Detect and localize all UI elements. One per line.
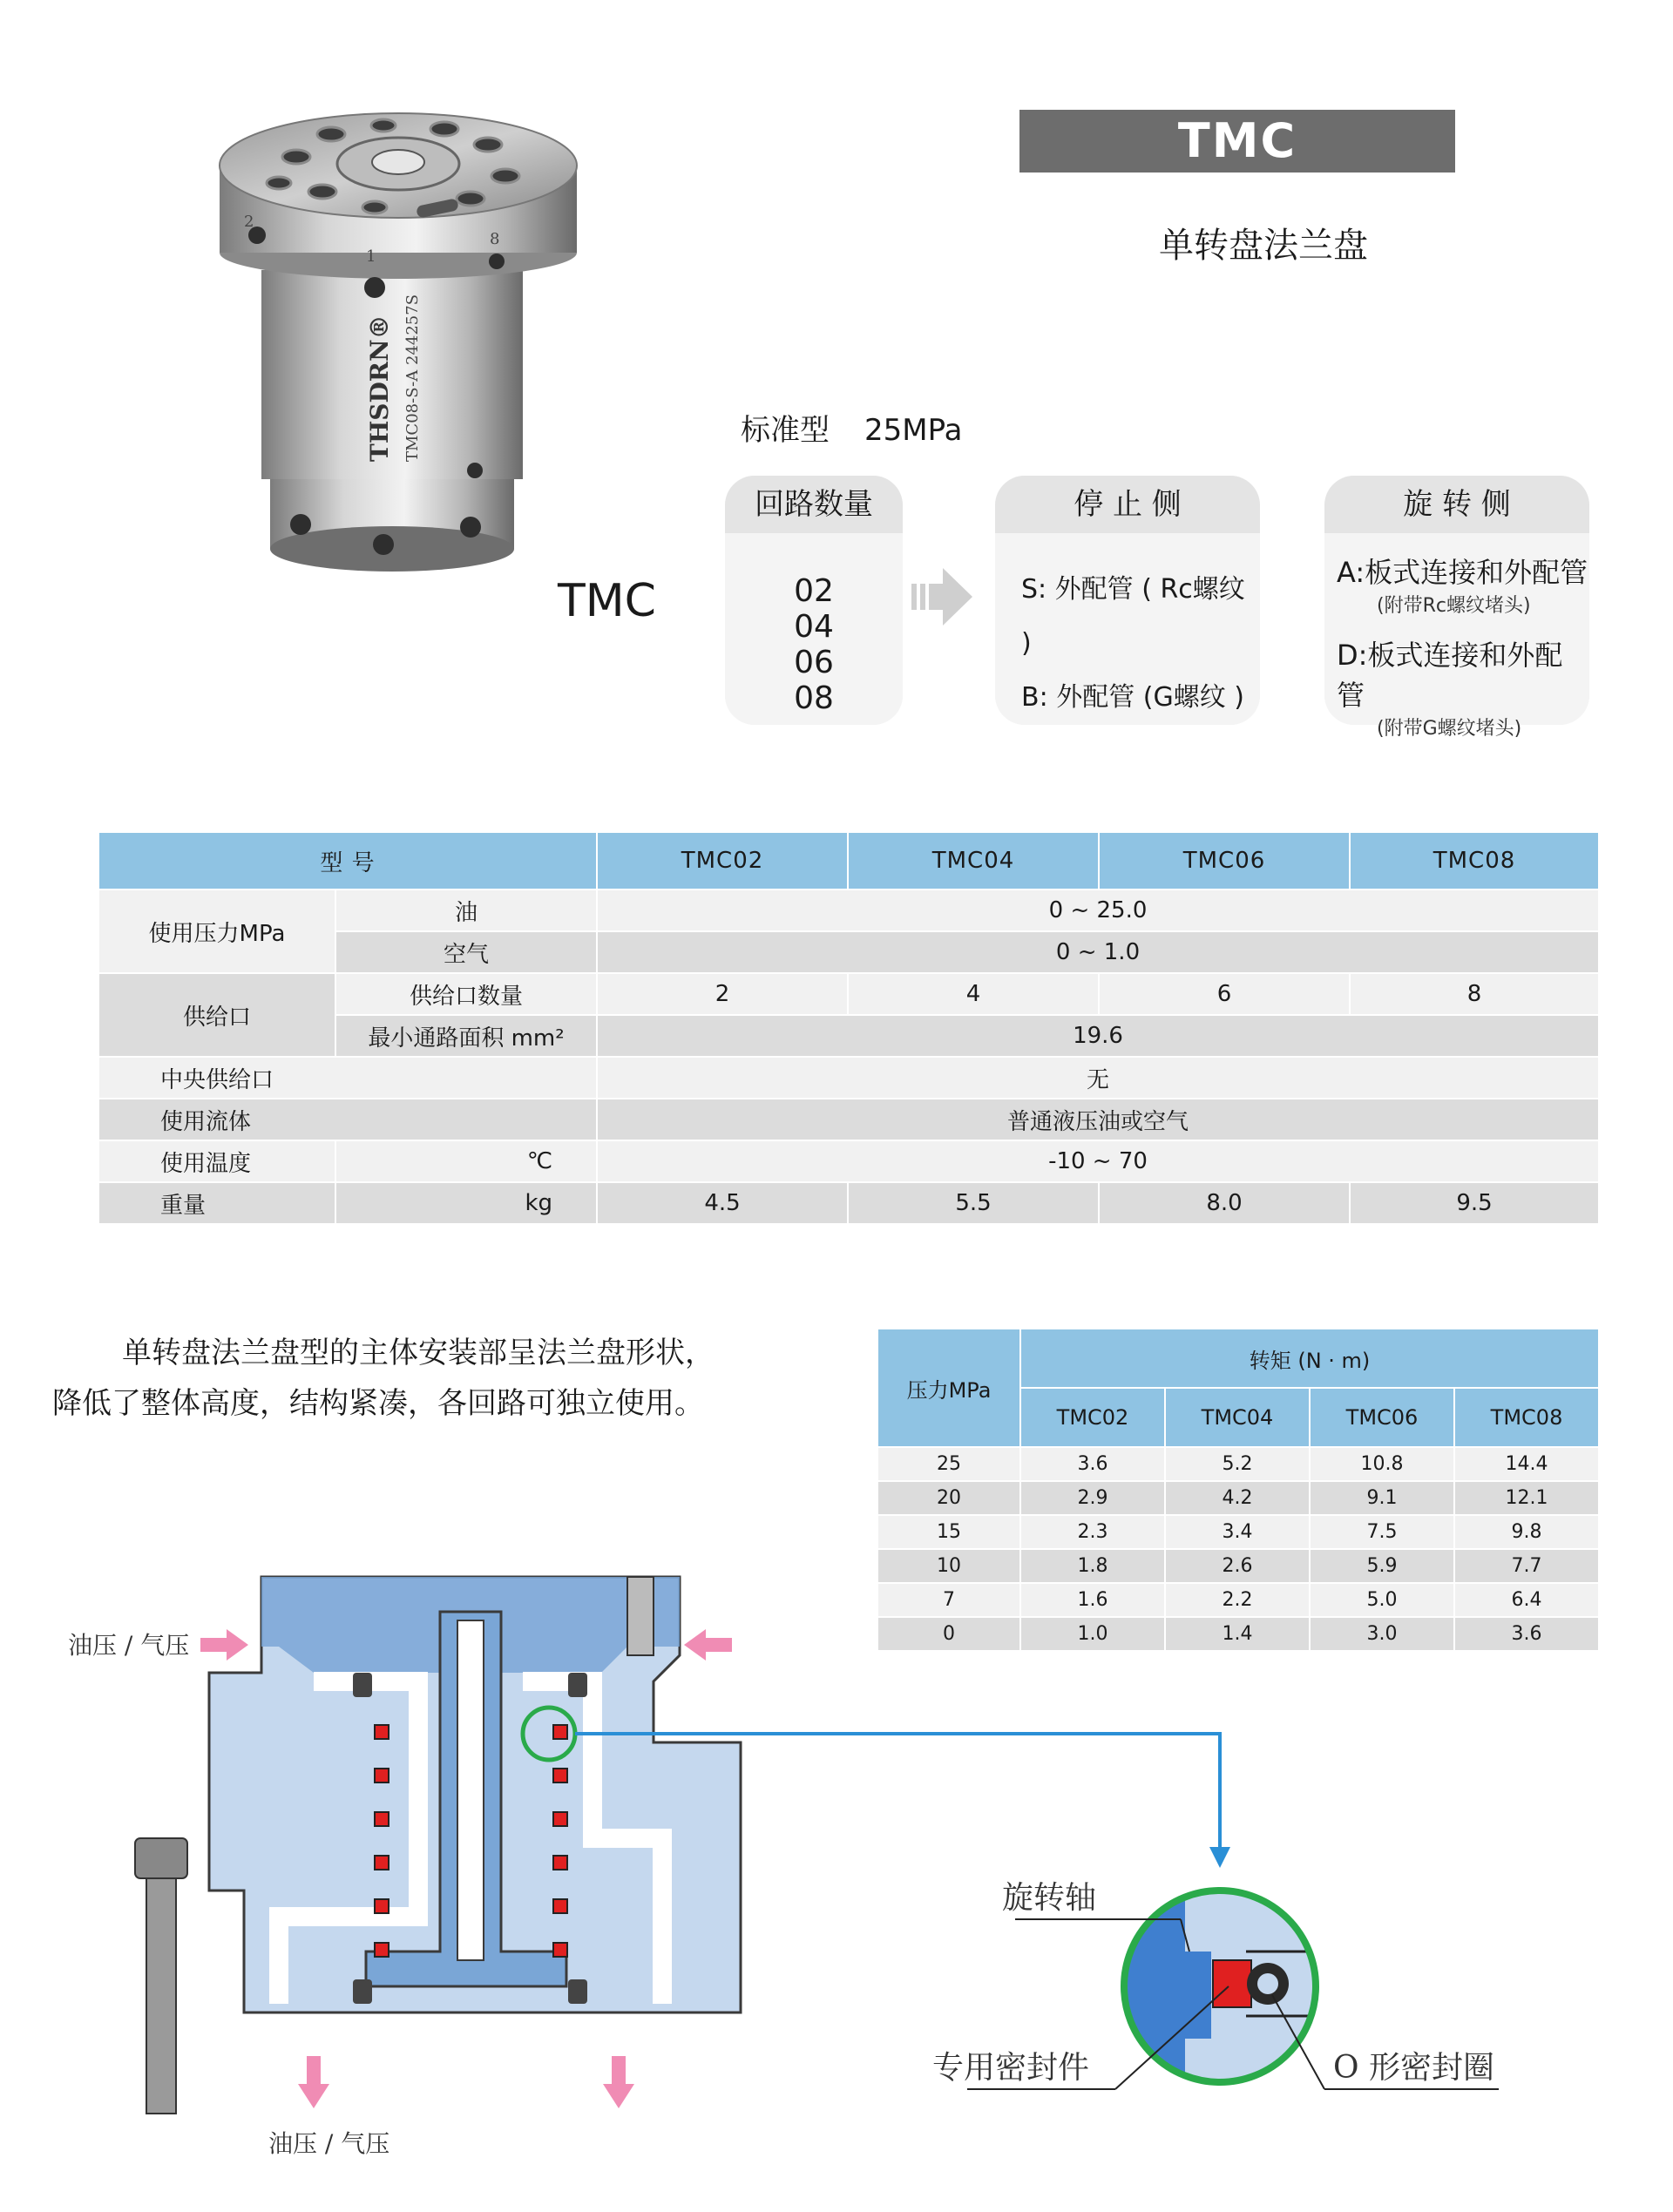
circuit-value: 04 xyxy=(794,609,834,645)
rotation-side-option-box xyxy=(1324,476,1589,740)
stop-side-item: S: 外配管 ( Rc螺纹 ) xyxy=(1021,574,1245,659)
table-cell: 油 xyxy=(335,890,597,931)
circuits-title: 回路数量 xyxy=(725,476,903,533)
shaft-label: 旋转轴 xyxy=(1002,1880,1097,1916)
table-cell: 0 ~ 25.0 xyxy=(597,890,1599,931)
table-cell: 重量 xyxy=(98,1182,335,1224)
table-cell: 20 xyxy=(877,1481,1020,1515)
spec-header-cell: TMC04 xyxy=(848,832,1099,890)
table-cell: 1.4 xyxy=(1165,1617,1310,1651)
table-cell: 2 xyxy=(597,973,848,1015)
rotation-note: (附带G螺纹堵头) xyxy=(1377,718,1522,740)
torque-pressure-header: 压力MPa xyxy=(877,1329,1020,1447)
circuit-value: 02 xyxy=(794,573,834,609)
inlet-label: 油压 / 气压 xyxy=(68,1631,190,1660)
table-cell: 4 xyxy=(848,973,1099,1015)
model-title-bar: TMC xyxy=(1019,110,1455,172)
table-cell: 2.9 xyxy=(1020,1481,1165,1515)
outlet-label: 油压 / 气压 xyxy=(268,2129,390,2158)
table-cell: 8.0 xyxy=(1099,1182,1350,1224)
table-cell: 3.4 xyxy=(1165,1515,1310,1549)
table-cell: 5.9 xyxy=(1310,1549,1454,1583)
table-row xyxy=(98,1140,1599,1182)
table-row xyxy=(877,1447,1599,1481)
table-cell: 10.8 xyxy=(1310,1447,1454,1481)
standard-type-line xyxy=(741,406,962,449)
torque-model-cell: TMC08 xyxy=(1454,1388,1599,1447)
table-cell: 4.5 xyxy=(597,1182,848,1224)
torque-model-cell: TMC02 xyxy=(1020,1388,1165,1447)
description-line: 单转盘法兰盘型的主体安装部呈法兰盘形状， xyxy=(122,1336,715,1370)
table-cell: 7 xyxy=(877,1583,1020,1617)
rotation-side-title: 旋 转 侧 xyxy=(1324,476,1589,533)
spec-header-row xyxy=(98,832,1599,890)
port-mark: 8 xyxy=(490,230,500,248)
model-engraving: TMC08-S-A 244257S xyxy=(403,294,422,462)
rotation-note: (附带Rc螺纹堵头) xyxy=(1377,595,1531,617)
rotation-code: A: xyxy=(1337,556,1365,589)
table-cell: 0 ~ 1.0 xyxy=(597,931,1599,973)
table-cell: 25 xyxy=(877,1447,1020,1481)
product-subtitle: 单转盘法兰盘 xyxy=(1159,226,1368,266)
table-cell: 9.5 xyxy=(1350,1182,1599,1224)
table-row xyxy=(98,1057,1599,1099)
table-cell: 9.1 xyxy=(1310,1481,1454,1515)
table-cell: 5.2 xyxy=(1165,1447,1310,1481)
table-cell: 5.0 xyxy=(1310,1583,1454,1617)
table-cell: 供给口 xyxy=(98,973,335,1057)
arrow-right-icon xyxy=(911,565,972,629)
table-cell: 2.3 xyxy=(1020,1515,1165,1549)
table-cell: 19.6 xyxy=(597,1015,1599,1057)
spec-header-cell: TMC06 xyxy=(1099,832,1350,890)
table-cell: 供给口数量 xyxy=(335,973,597,1015)
table-cell: 3.6 xyxy=(1454,1617,1599,1651)
model-prefix: TMC xyxy=(558,575,656,627)
table-cell: 普通液压油或空气 xyxy=(597,1099,1599,1140)
table-cell: 无 xyxy=(597,1057,1599,1099)
table-cell: -10 ~ 70 xyxy=(597,1140,1599,1182)
table-row xyxy=(98,890,1599,931)
torque-header-row xyxy=(877,1329,1599,1388)
table-cell: 6 xyxy=(1099,973,1350,1015)
table-row xyxy=(98,1099,1599,1140)
brand-engraving: THSDRN® xyxy=(365,315,394,462)
special-seal-label: 专用密封件 xyxy=(932,2050,1090,2086)
table-cell: 9.8 xyxy=(1454,1515,1599,1549)
cross-section-diagram xyxy=(52,1551,1621,2178)
table-cell: 6.4 xyxy=(1454,1583,1599,1617)
table-cell: 7.7 xyxy=(1454,1549,1599,1583)
table-row xyxy=(877,1481,1599,1515)
table-cell: 2.6 xyxy=(1165,1549,1310,1583)
rotation-text: 板式连接和外配管 xyxy=(1337,639,1563,712)
table-cell: 14.4 xyxy=(1454,1447,1599,1481)
table-cell: 1.6 xyxy=(1020,1583,1165,1617)
spec-header-cell: 型 号 xyxy=(98,832,597,890)
table-cell: 3.0 xyxy=(1310,1617,1454,1651)
torque-model-cell: TMC04 xyxy=(1165,1388,1310,1447)
circuit-value: 08 xyxy=(794,680,834,716)
table-cell: 15 xyxy=(877,1515,1020,1549)
torque-model-cell: TMC06 xyxy=(1310,1388,1454,1447)
spec-header-cell: TMC08 xyxy=(1350,832,1599,890)
table-cell: 1.8 xyxy=(1020,1549,1165,1583)
table-cell: 8 xyxy=(1350,973,1599,1015)
stop-side-item: B: 外配管 (G螺纹 ) xyxy=(1021,682,1244,713)
table-cell: 4.2 xyxy=(1165,1481,1310,1515)
rotation-code: D: xyxy=(1337,639,1368,672)
table-cell: 3.6 xyxy=(1020,1447,1165,1481)
spec-table xyxy=(98,831,1600,1225)
standard-type-label: 标准型 xyxy=(741,413,830,448)
table-cell: ℃ xyxy=(335,1140,597,1182)
table-row xyxy=(877,1515,1599,1549)
stop-side-option-box xyxy=(995,476,1260,725)
table-cell: 12.1 xyxy=(1454,1481,1599,1515)
table-row xyxy=(98,1182,1599,1224)
table-cell: kg xyxy=(335,1182,597,1224)
table-cell: 使用流体 xyxy=(98,1099,597,1140)
description xyxy=(52,1328,802,1429)
description-line: 降低了整体高度，结构紧凑，各回路可独立使用。 xyxy=(52,1386,704,1421)
oring-label: O 形密封圈 xyxy=(1333,2050,1494,2086)
product-photo xyxy=(209,96,593,584)
circuits-option-box xyxy=(725,476,903,725)
port-mark: 2 xyxy=(244,213,254,231)
port-mark: 1 xyxy=(366,247,376,266)
table-cell: 中央供给口 xyxy=(98,1057,597,1099)
table-cell: 2.2 xyxy=(1165,1583,1310,1617)
torque-header: 转矩 (N · m) xyxy=(1020,1329,1599,1388)
table-cell: 1.0 xyxy=(1020,1617,1165,1651)
table-cell: 7.5 xyxy=(1310,1515,1454,1549)
table-cell: 0 xyxy=(877,1617,1020,1651)
table-row xyxy=(98,973,1599,1015)
table-cell: 最小通路面积 mm² xyxy=(335,1015,597,1057)
spec-header-cell: TMC02 xyxy=(597,832,848,890)
rotation-text: 板式连接和外配管 xyxy=(1365,556,1588,589)
table-cell: 5.5 xyxy=(848,1182,1099,1224)
table-cell: 空气 xyxy=(335,931,597,973)
pressure-rating: 25MPa xyxy=(864,413,963,448)
stop-side-title: 停 止 侧 xyxy=(995,476,1260,533)
circuit-value: 06 xyxy=(794,645,834,680)
table-cell: 10 xyxy=(877,1549,1020,1583)
table-cell: 使用温度 xyxy=(98,1140,335,1182)
table-cell: 使用压力MPa xyxy=(98,890,335,973)
